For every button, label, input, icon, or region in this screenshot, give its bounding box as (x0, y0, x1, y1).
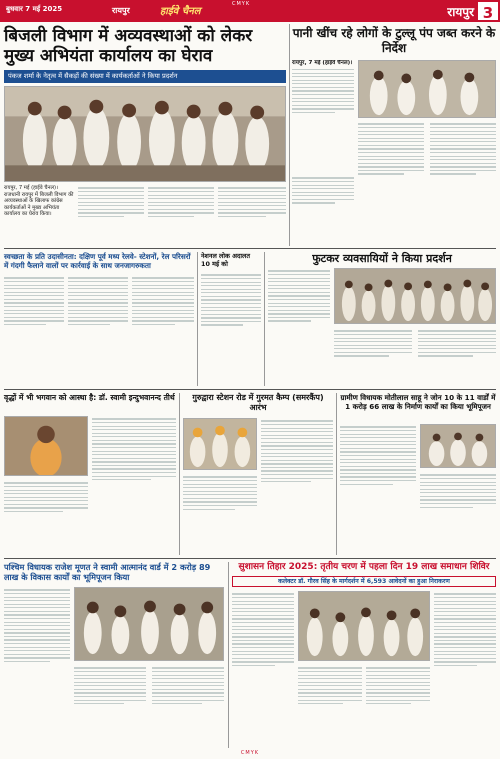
right-lead-body-col-3 (430, 121, 496, 243)
railway-story-col-1 (4, 275, 64, 385)
column-divider (179, 393, 180, 555)
street-vendors-col-3 (418, 328, 496, 386)
sushasan-col-2 (298, 665, 362, 747)
street-vendors-headline: फुटकर व्यवसायियों ने किया प्रदर्शन (312, 252, 452, 265)
street-vendors-col-2 (334, 328, 412, 386)
sushasan-photo (298, 591, 430, 661)
railway-story-col-2 (68, 275, 128, 385)
section-name: रायपुर (447, 5, 474, 19)
column-divider (228, 562, 229, 748)
section-divider (4, 558, 496, 559)
west-mla-col-3 (152, 665, 224, 747)
sushasan-col-4 (434, 591, 496, 747)
column-divider (264, 252, 265, 386)
page-number: 3 (476, 0, 500, 22)
right-lead-body-col-1 (292, 60, 354, 170)
header-city: रायपुर (112, 6, 130, 15)
right-lead-body-col-2 (358, 121, 424, 243)
gurudwara-col-1 (183, 474, 257, 554)
lead-caption: रायपुर, 7 मई (हाईवे चैनल)। राजधानी रायपुर में बिजली विभाग की अव्यवस्थाओं के खिलाफ कांग्रेस कार्यकर्ताओं ने मुख्य अभियंता कार्यालय का घेराव किया। (4, 185, 74, 218)
right-lead-photo (358, 60, 496, 118)
footer-cmyk-mark: CMYK (240, 750, 260, 756)
newspaper-brand: हाईवे चैनल (160, 6, 201, 17)
swami-photo (4, 416, 88, 476)
lok-adalat-body (201, 272, 261, 386)
section-divider (4, 389, 496, 390)
street-vendors-photo (334, 268, 496, 324)
swami-story-col-1 (4, 480, 88, 554)
page-header (0, 0, 500, 22)
column-divider (336, 393, 337, 555)
sushasan-headline: सुशासन तिहार 2025: तृतीय चरण में पहला दिन 19 लाख समाधान शिविर (238, 562, 490, 572)
west-mla-col-1 (4, 587, 70, 747)
rural-mla-photo (420, 424, 496, 468)
lead-body-col-3 (218, 185, 286, 245)
gurudwara-col-2 (261, 418, 333, 554)
sushasan-col-1 (232, 591, 294, 747)
lead-headline: बिजली विभाग में अव्यवस्थाओं को लेकर मुख्य अभियंता कार्यालय का घेराव (4, 26, 253, 66)
lead-body-col-1 (78, 185, 144, 245)
west-mla-headline: पश्चिम विधायक राजेश मूणत ने स्वामी आत्मानंद वार्ड में 2 करोड़ 89 लाख के विकास कार्यों का भूमिपूजन किया (4, 562, 211, 583)
right-lead-body-col-1b (292, 175, 354, 243)
west-mla-col-2 (74, 665, 146, 747)
lead-body-col-2 (148, 185, 214, 245)
rural-mla-col-1 (340, 424, 416, 554)
street-vendors-col-1 (268, 268, 330, 386)
lead-photo (4, 86, 286, 182)
column-divider (197, 252, 198, 386)
sushasan-subhead-box (232, 576, 496, 587)
lok-adalat-headline: नेशनल लोक अदालत 10 मई को (201, 252, 251, 268)
rural-mla-headline: ग्रामीण विधायक मोतीलाल साहू ने जोन 10 के 11 वार्डों में 1 करोड़ 66 लाख के निर्माण कार्यों का किया भूमिपूजन (340, 393, 496, 412)
rural-mla-col-2 (420, 472, 496, 554)
header-date: बुधवार 7 मई 2025 (6, 5, 63, 13)
swami-story-headline: वृद्धों में भी भगवान को आस्था है: डॉ. स्वामी इन्दुभवानन्द तीर्थ (4, 393, 175, 402)
railway-story-headline: स्वच्छता के प्रति उदासीनता: दक्षिण पूर्व मध्य रेलवे- स्टेशनों, रेल परिसरों में गंदगी फैलाने वालों पर कार्रवाई के साथ जनजागरुकता (4, 252, 191, 271)
header-cmyk-mark: CMYK (232, 1, 251, 7)
gurudwara-headline: गुरुद्वारा स्टेशन रोड में गुरमत कैम्प (समरकैंप) आरंभ (192, 393, 324, 412)
sushasan-col-3 (366, 665, 430, 747)
lead-subhead: पंकज शर्मा के नेतृत्व में सैकड़ों की संख्या में कार्यकर्ताओं ने किया प्रदर्शन (4, 70, 286, 83)
gurudwara-photo (183, 418, 257, 470)
west-mla-photo (74, 587, 224, 661)
right-lead-byline: रायपुर, 7 मई (हाईवे चैनल)। (292, 60, 353, 66)
section-divider (4, 248, 496, 249)
sushasan-subhead: कलेक्टर डॉ. गौरव सिंह के मार्गदर्शन में 6,593 आवेदनों का हुआ निराकरण (278, 578, 450, 585)
right-lead-headline: पानी खींच रहे लोगों के टुल्लू पंप जब्त करने के निर्देश (292, 26, 496, 55)
swami-story-col-2 (92, 416, 176, 554)
railway-story-col-3 (132, 275, 194, 385)
column-divider (289, 24, 290, 246)
